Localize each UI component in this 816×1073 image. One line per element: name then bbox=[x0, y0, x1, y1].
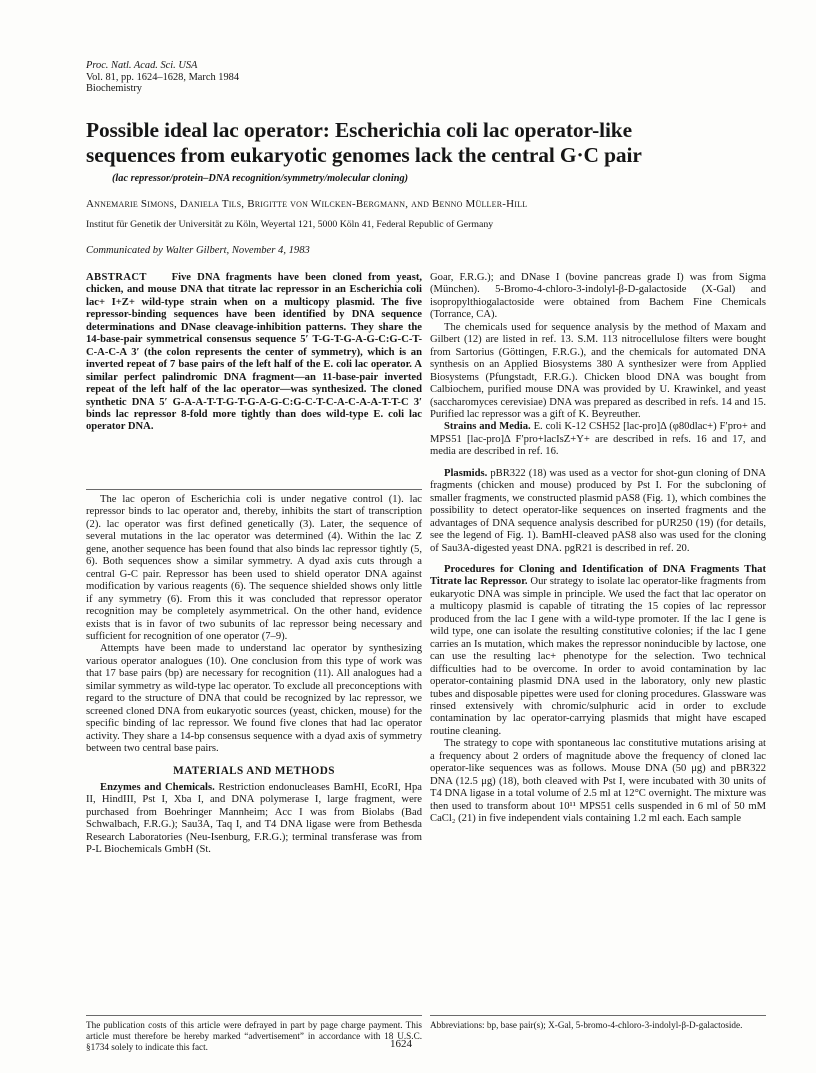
runin-heading: Enzymes and Chemicals. bbox=[100, 781, 215, 793]
abstract-label: ABSTRACT bbox=[86, 272, 147, 283]
title-line-1: Possible ideal lac operator: Escherichia coli lac operator-like bbox=[86, 118, 632, 142]
paragraph-text: Our strategy to isolate lac operator-like fragments from eukaryotic DNA was simple in principle. We used the fact that lac operator on a multicopy plasmid is capable of titrating the 15 copies of lac repressor produced from the lac I gene with a wild-type promoter. If the lac I gene is wild type, one can isolate the resulting constitutive colonies; if the lac I gene carries an Is mutation, which makes the repressor noninducible by lactose, one can use the resulting lac+ phenotype for the selection. Two technical difficulties had to be overcome. In order to avoid contamination by lac operator-containing plasmid DNA used in the laboratory, only new plastic tubes and disposable pipettes were used for cloning procedures. Glassware was rinsed extensively with chromic/sulphuric acid in order to exclude contamination by lac operator-carrying plasmids that might have escaped routine cleaning. bbox=[430, 576, 766, 737]
procedures-paragraph bbox=[430, 564, 766, 738]
authors: Annemarie Simons, Daniela Tils, Brigitte von Wilcken-Bergmann, and Benno Müller-Hill bbox=[86, 198, 528, 210]
paragraph-text: Restriction endonucleases BamHI, EcoRI, Hpa II, HindIII, Pst I, Xba I, and DNA polymerase I, large fragment, were purchased from Boehringer Mannheim; Acc I was from Biolabs (Bad Schwalbach, F.R.G.); Sau3A, Taq I, and T4 DNA ligase were from Bethesda Research Laboratories (Neu-Isenburg, F.R.G.); terminal transferase was from P-L Biochemicals GmbH (St. bbox=[86, 781, 422, 856]
intro-paragraph: The lac operon of Escherichia coli is under negative control (1). lac repressor binds to lac operator and, thereby, inhibits the start of transcription (2). lac operator was first defined genetically (3). Later, the sequence of several mutations in the lac operator was determined (4). Within the lac Z gene, another sequence has been found that also binds lac repressor tightly (5, 6). Both sequences show a similar symmetry. A dyad axis cuts through a central G-C pair. Repressor has been used to shield operator DNA against modification by various reagents (6). The sequence shielded shows only little if any symmetry (6). From this it was concluded that repressor operator recognition may be completely asymmetrical. On the other hand, evidence exists that is in favor of two subunits of lac repressor being necessary and sufficient for recognition of one operator (7–9). bbox=[86, 494, 422, 642]
section-heading: MATERIALS AND METHODS bbox=[173, 764, 335, 777]
abstract-text: Five DNA fragments have been cloned from yeast, chicken, and mouse DNA that titrate lac repressor in an Escherichia coli lac+ I+Z+ wild-type strain when on a multicopy plasmid. The five repressor-binding sequences have been identified by DNA sequence determinations and DNase cleavage-inhibition patterns. They share the 14-base-pair symmetrical consensus sequence 5′ T-G-T-G-A-G-C:G-C-T-C-A-C-A 3′ (the colon represents the center of symmetry), which is an inverted repeat of 7 base pairs of the left half of the E. coli lac operator. A similar perfect palindromic DNA fragment—an 11-base-pair inverted repeat of the left half of the lac operator—was synthesized. The cloned synthetic DNA 5′ G-A-A-T-T-G-T-G-A-G-C:G-C-T-C-A-C-A-A-T-T-C 3′ binds lac repressor 8-fold more tightly than does wild-type E. coli lac operator DNA. bbox=[86, 272, 423, 433]
abbreviations-divider bbox=[430, 1015, 766, 1016]
keywords: (lac repressor/protein–DNA recognition/symmetry/molecular cloning) bbox=[112, 173, 409, 184]
publication-cost-note: The publication costs of this article were defrayed in part by page charge payment. This article must therefore be hereby marked “advertisement” in accordance with 18 U.S.C. §1734 solely to indicate this fact. bbox=[86, 1020, 422, 1052]
left-column bbox=[86, 272, 422, 434]
right-column bbox=[430, 272, 766, 825]
journal-name: Proc. Natl. Acad. Sci. USA bbox=[86, 60, 198, 71]
page-number: 1624 bbox=[390, 1038, 412, 1050]
intro-paragraph: Attempts have been made to understand lac operator by synthesizing various operator analogues (10). One conclusion from this type of work was that 17 base pairs (bp) are necessary for recognition (11). All analogues had a similar symmetry as wild-type lac operator. To exclude all preconceptions with regard to the structure of DNA that could be recognized by lac repressor, we screened cloned DNA from eukaryotic sources (yeast, chicken, mouse) for the specific binding of lac repressor. We found five clones that had lac operator activity. They share a 14-bp consensus sequence with a dyad axis of symmetry between two central base pairs. bbox=[86, 643, 422, 755]
body-paragraph: The chemicals used for sequence analysis by the method of Maxam and Gilbert (12) are listed in ref. 13. S.M. 113 nitrocellulose filters were bought from Sartorius (Göttingen, F.R.G.), and the chemicals for automated DNA synthesis on an Applied Biosystems 380 A synthesizer were from Applied Biosystems (Pfungstadt, F.R.G.). Chicken blood DNA was bought from Calbiochem, purified mouse DNA was provided by U. Krawinkel, and yeast (saccharomyces cerevisiae) DNA was prepared as described in refs. 14 and 15. Purified lac repressor was a gift of K. Beyreuther. bbox=[430, 321, 766, 420]
communicated-by: Communicated by Walter Gilbert, November 4, 1983 bbox=[86, 245, 310, 256]
runin-heading: Procedures for Cloning and Identification of DNA Fragments That Titrate lac Repressor. bbox=[430, 563, 766, 588]
footnote-divider bbox=[86, 1015, 422, 1016]
paper-title bbox=[86, 118, 766, 167]
strains-paragraph bbox=[430, 421, 766, 458]
enzymes-paragraph bbox=[86, 782, 422, 857]
strategy-paragraph: The strategy to cope with spontaneous lac constitutive mutations arising at a frequency about 2 orders of magnitude above the frequency of cloned lac operator-like sequences was as follows. Mouse DNA (50 μg) and pBR322 DNA (12.5 μg) (18), both cleaved with Pst I, were incubated with 30 units of T4 DNA ligase in a total volume of 2.5 ml at 12°C overnight. The mixture was then used to transform about 10¹¹ MPS51 cells suspended in 6 ml of 50 mM CaCl₂ (21) in five independent vials containing 1.2 ml each. Each sample bbox=[430, 738, 766, 825]
abstract-divider bbox=[86, 489, 422, 490]
journal-header bbox=[86, 60, 239, 95]
left-column-body bbox=[86, 494, 422, 857]
body-paragraph: Goar, F.R.G.); and DNase I (bovine pancreas grade I) was from Sigma (München). 5-Bromo-4-chloro-3-indolyl-β-D-galactoside (X-Gal) and isopropylthiogalactoside were obtained from Bachem Fine Chemicals (Torrance, CA). bbox=[430, 272, 766, 321]
footnote-left bbox=[86, 1020, 422, 1052]
runin-heading: Plasmids. bbox=[444, 467, 488, 479]
paragraph-text: E. coli K-12 CSH52 [lac-pro]Δ (φ80dlac+) F′pro+ and MPS51 [lac-pro]Δ F′pro+lacIsZ+Y+ are described in refs. 16 and 17, and media are described in ref. 16. bbox=[430, 421, 766, 458]
title-line-2: sequences from eukaryotic genomes lack the central G·C pair bbox=[86, 142, 642, 167]
institute: Institut für Genetik der Universität zu Köln, Weyertal 121, 5000 Köln 41, Federal Republic of Germany bbox=[86, 219, 494, 230]
footnote-right bbox=[430, 1020, 766, 1031]
abstract bbox=[86, 272, 422, 434]
abbreviations-note: Abbreviations: bp, base pair(s); X-Gal, 5-bromo-4-chloro-3-indolyl-β-D-galactoside. bbox=[430, 1020, 743, 1030]
paragraph-text: pBR322 (18) was used as a vector for shot-gun cloning of DNA fragments (chicken and mouse) produced by Pst I. For the subcloning of smaller fragments, we constructed plasmid pAS8 (Fig. 1), which combines the possibility to detect operator-like sequences on inserted fragments and the advantages of DNA sequence analysis described for pUR250 (19) (for details, see the legend of Fig. 1). BamHI-cleaved pAS8 also was used for the cloning of Sau3A-digested yeast DNA. pgR21 is described in ref. 20. bbox=[430, 467, 766, 554]
runin-heading: Strains and Media. bbox=[444, 421, 531, 433]
journal-volume: Vol. 81, pp. 1624–1628, March 1984 bbox=[86, 71, 240, 83]
plasmids-paragraph bbox=[430, 468, 766, 555]
journal-section: Biochemistry bbox=[86, 83, 142, 95]
